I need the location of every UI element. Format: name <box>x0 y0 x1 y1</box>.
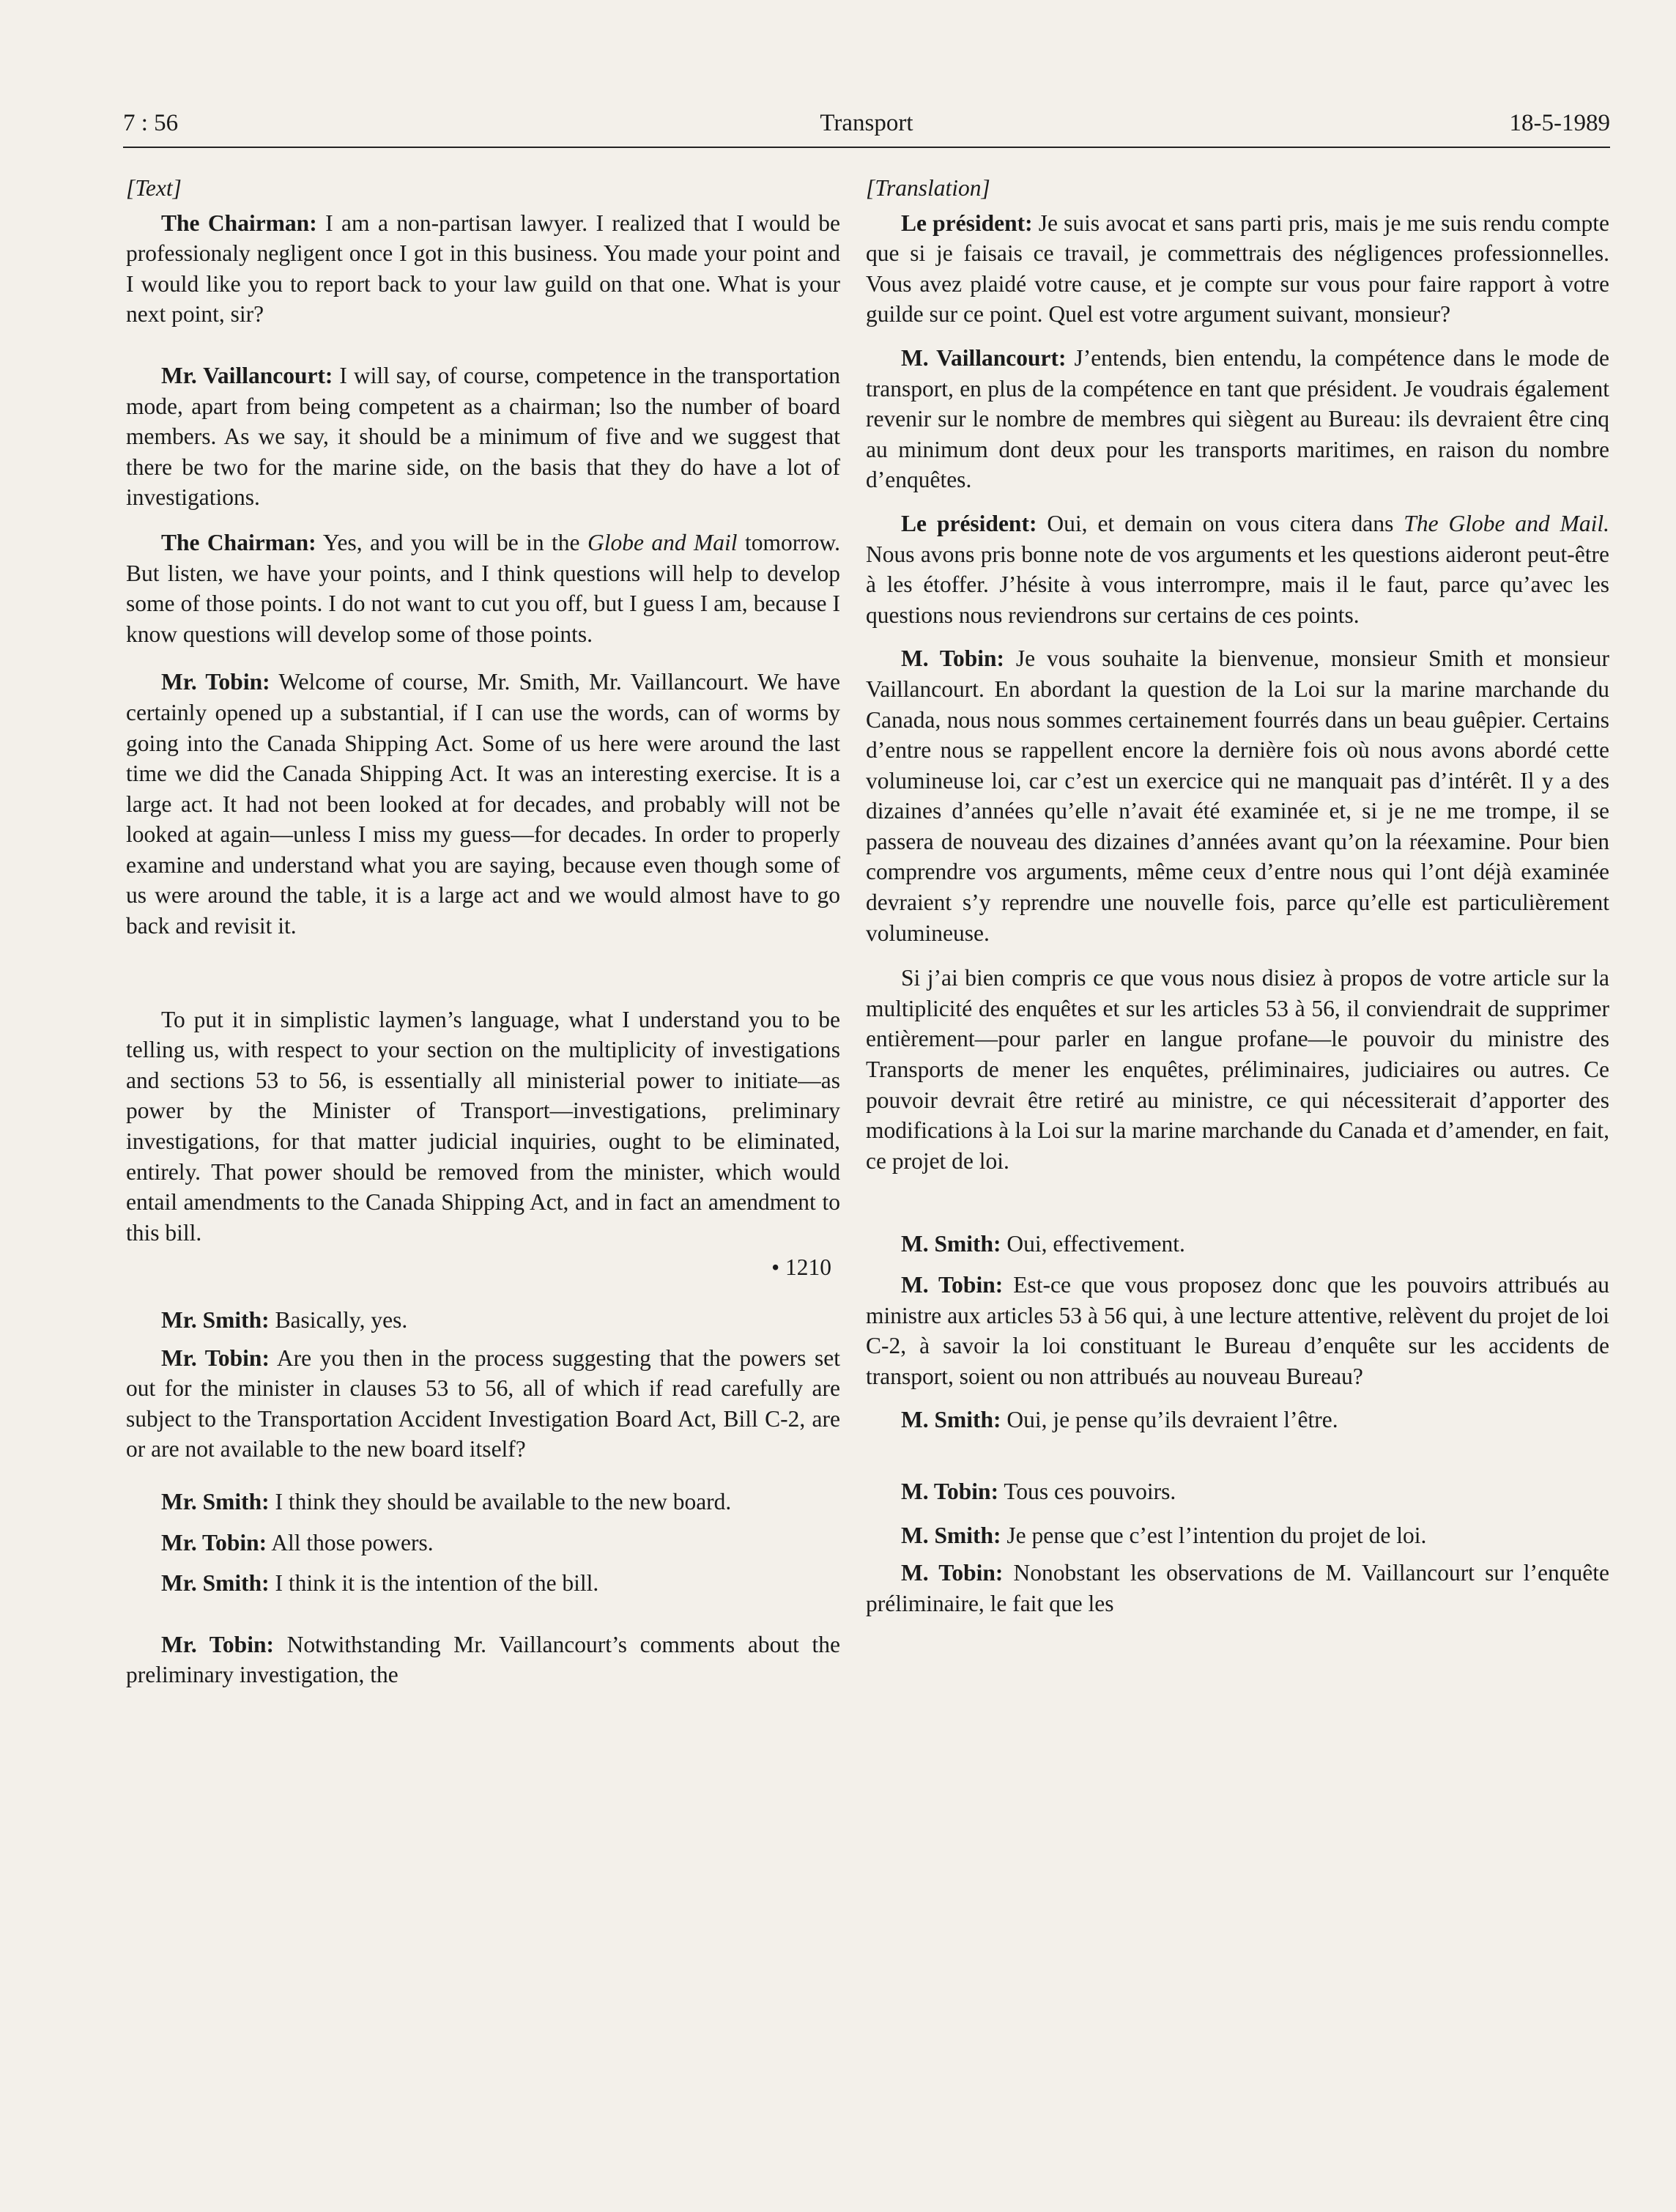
speech: Oui, effectivement. <box>1001 1231 1185 1257</box>
speech: Yes, and you will be in the <box>316 529 587 555</box>
speech: To put it in simplistic laymen’s language, what I understand you to be telling us, with respect to your section on the multiplicity of investigations and sections 53 to 56, is essentially all ministerial power to initiate—as power by the Minister of Transport—investigations, preliminary investigations, for that matter judicial inquiries, ought to be eliminated, entirely. That power should be removed from the minister, which would entail amendments to the Canada Shipping Act, and in fact an amendment to this bill. <box>126 1006 840 1246</box>
paragraph <box>866 1405 1609 1435</box>
speech: Je pense que c’est l’intention du projet de loi. <box>1001 1522 1427 1548</box>
paragraph <box>126 1528 840 1558</box>
paragraph <box>126 208 840 330</box>
page-date: 18-5-1989 <box>1509 110 1610 136</box>
speech: Je suis avocat et sans parti pris, mais je me suis rendu compte que si je faisais ce travail, je commettrais des négligences professionnelles. Vous avez plaidé votre cause, et je compte sur vous pour faire rapport à votre guilde sur ce point. Quel est votre argument suivant, monsieur? <box>866 210 1610 328</box>
paragraph <box>866 643 1609 948</box>
speaker: M. Tobin: <box>901 1560 1004 1586</box>
speech: Oui, et demain on vous citera dans <box>1037 510 1404 536</box>
paragraph <box>126 1630 840 1690</box>
speaker: Mr. Smith: <box>161 1570 270 1597</box>
speaker: Le président: <box>901 510 1037 536</box>
french-column <box>866 173 1609 1619</box>
translation-label: [Translation] <box>866 175 990 201</box>
speaker: Mr. Tobin: <box>161 1631 274 1657</box>
paragraph <box>126 1487 840 1517</box>
paragraph <box>866 1476 1609 1507</box>
speaker: M. Tobin: <box>901 1272 1004 1298</box>
paragraph <box>126 667 840 941</box>
speaker: M. Smith: <box>901 1522 1001 1548</box>
paragraph <box>126 1005 840 1249</box>
paragraph <box>866 508 1609 630</box>
speaker: Mr. Vaillancourt: <box>161 362 333 388</box>
speaker: Mr. Tobin: <box>161 1344 270 1371</box>
paragraph <box>866 343 1609 495</box>
paragraph <box>866 1270 1609 1391</box>
speech: Welcome of course, Mr. Smith, Mr. Vaillancourt. We have certainly opened up a substantial, if I can use the words, can of worms by going into the Canada Shipping Act. Some of us here were around the last time we did the Canada Shipping Act. It was an interesting exercise. It is a large act. It had not been looked at for decades, and probably will not be looked at again—unless I miss my guess—for decades. In order to properly examine and understand what you are saying, because even though some of us were around the table, it is a large act and we would almost have to go back and revisit it. <box>126 669 841 939</box>
speech: J’entends, bien entendu, la compétence dans le mode de transport, en plus de la compétence en tant que président. Je voudrais également revenir sur le nombre de membres qui siègent au Bureau: ils devraient être cinq au minimum dont deux pour les transports maritimes, en raison du nombre d’enquêtes. <box>866 344 1609 493</box>
paragraph <box>866 208 1609 330</box>
speaker: Le président: <box>901 210 1033 236</box>
speech: Are you then in the process suggesting that the powers set out for the minister in clauses 53 to 56, all of which if read carefully are subject to the Transportation Accident Investigation Board Act, Bill C-2, are or are not available to the new board itself? <box>126 1344 840 1462</box>
newspaper-title: Globe and Mail <box>587 529 738 555</box>
speaker: M. Smith: <box>901 1407 1001 1433</box>
paragraph <box>126 360 840 513</box>
speaker: M. Vaillancourt: <box>901 344 1067 371</box>
speaker: The Chairman: <box>161 529 316 555</box>
paragraph <box>866 963 1609 1176</box>
speaker: Mr. Smith: <box>161 1488 270 1514</box>
page-header <box>123 110 1610 148</box>
paragraph <box>866 1558 1609 1619</box>
speech: I think they should be available to the new board. <box>269 1488 732 1514</box>
speech: Oui, je pense qu’ils devraient l’être. <box>1001 1407 1338 1433</box>
speech: All those powers. <box>267 1529 434 1556</box>
speech: Si j’ai bien compris ce que vous nous disiez à propos de votre article sur la multiplicité des enquêtes et sur les articles 53 à 56, il conviendrait de supprimer entièrement—pour parler en langue profane—le pouvoir du ministre des Transports de mener les enquêtes, préliminaires, judiciaires ou autres. Ce pouvoir devrait être retiré au ministre, ce qui nécessiterait d’apporter des modifications à la Loi sur la marine marchande du Canada et d’amender, en fait, ce projet de loi. <box>866 965 1609 1174</box>
paragraph <box>866 1520 1609 1551</box>
paragraph <box>126 1343 840 1465</box>
speech: Nous avons pris bonne note de vos arguments et les questions aideront peut-être à les étoffer. J’hésite à vous interrompre, mais il le faut, parce qu’avec les questions nous reviendrons sur certains de ces points. <box>866 541 1609 628</box>
paragraph <box>866 1229 1609 1259</box>
speaker: Mr. Tobin: <box>161 1529 267 1556</box>
speaker: The Chairman: <box>161 210 317 236</box>
speaker: Mr. Tobin: <box>161 669 270 695</box>
paragraph <box>126 1305 840 1336</box>
speaker: Mr. Smith: <box>161 1307 270 1333</box>
speech: tomorrow. But listen, we have your points, and I think questions will help to develop some of those points. I do not want to cut you off, but I guess I am, because I know questions will develop some of those points. <box>126 529 841 647</box>
speech: Est-ce que vous proposez donc que les pouvoirs attribués au ministre aux articles 53 à 56 qui, à une lecture attentive, relèvent du projet de loi C-2, à savoir la loi constituant le Bureau d’enquête sur les accidents de transport, soient ou non attribués au nouveau Bureau? <box>866 1272 1610 1389</box>
speech: Nonobstant les observations de M. Vaillancourt sur l’enquête préliminaire, le fait que les <box>866 1560 1609 1616</box>
newspaper-title: The Globe and Mail. <box>1404 510 1609 536</box>
speech: I will say, of course, competence in the transportation mode, apart from being competent as a chairman; lso the number of board members. As we say, it should be a minimum of five and we suggest that there be two for the marine side, on the basis that they do have a lot of investigations. <box>126 362 840 511</box>
page-number: 7 : 56 <box>123 110 179 136</box>
speaker: M. Smith: <box>901 1231 1001 1257</box>
time-marker: • 1210 <box>771 1254 831 1281</box>
speech: Tous ces pouvoirs. <box>998 1478 1176 1504</box>
speech: Basically, yes. <box>269 1307 408 1333</box>
speech: I think it is the intention of the bill. <box>269 1570 599 1597</box>
text-label: [Text] <box>126 175 182 201</box>
paragraph <box>126 1568 840 1599</box>
page-title: Transport <box>820 110 913 136</box>
speaker: M. Tobin: <box>901 646 1005 672</box>
speaker: M. Tobin: <box>901 1478 999 1504</box>
speech: Je vous souhaite la bienvenue, monsieur Smith et monsieur Vaillancourt. En abordant la question de la Loi sur la marine marchande du Canada, nous nous sommes certainement fourrés dans un beau guêpier. Certains d’entre nous se rappellent encore la dernière fois où nous avons abordé cette volumineuse loi, car c’est un exercice qui ne manquait pas d’intérêt. Il y a des dizaines d’années qu’elle n’avait été examinée et, si je ne me trompe, il se passera de nouveau des dizaines d’années avant qu’on la réexamine. Pour bien comprendre vos arguments, même ceux d’entre nous qui l’ont déjà examinée devraient s’y reprendre une nouvelle fois, parce qu’elle est particulièrement volumineuse. <box>866 646 1610 946</box>
header-rule <box>123 147 1610 148</box>
english-column <box>126 173 840 1690</box>
paragraph <box>126 528 840 649</box>
speech: Notwithstanding Mr. Vaillancourt’s comments about the preliminary investigation, the <box>126 1631 840 1688</box>
speech: I am a non-partisan lawyer. I realized that I would be professionaly negligent once I got in this business. You made your point and I would like you to report back to your law guild on that one. What is your next point, sir? <box>126 210 840 328</box>
